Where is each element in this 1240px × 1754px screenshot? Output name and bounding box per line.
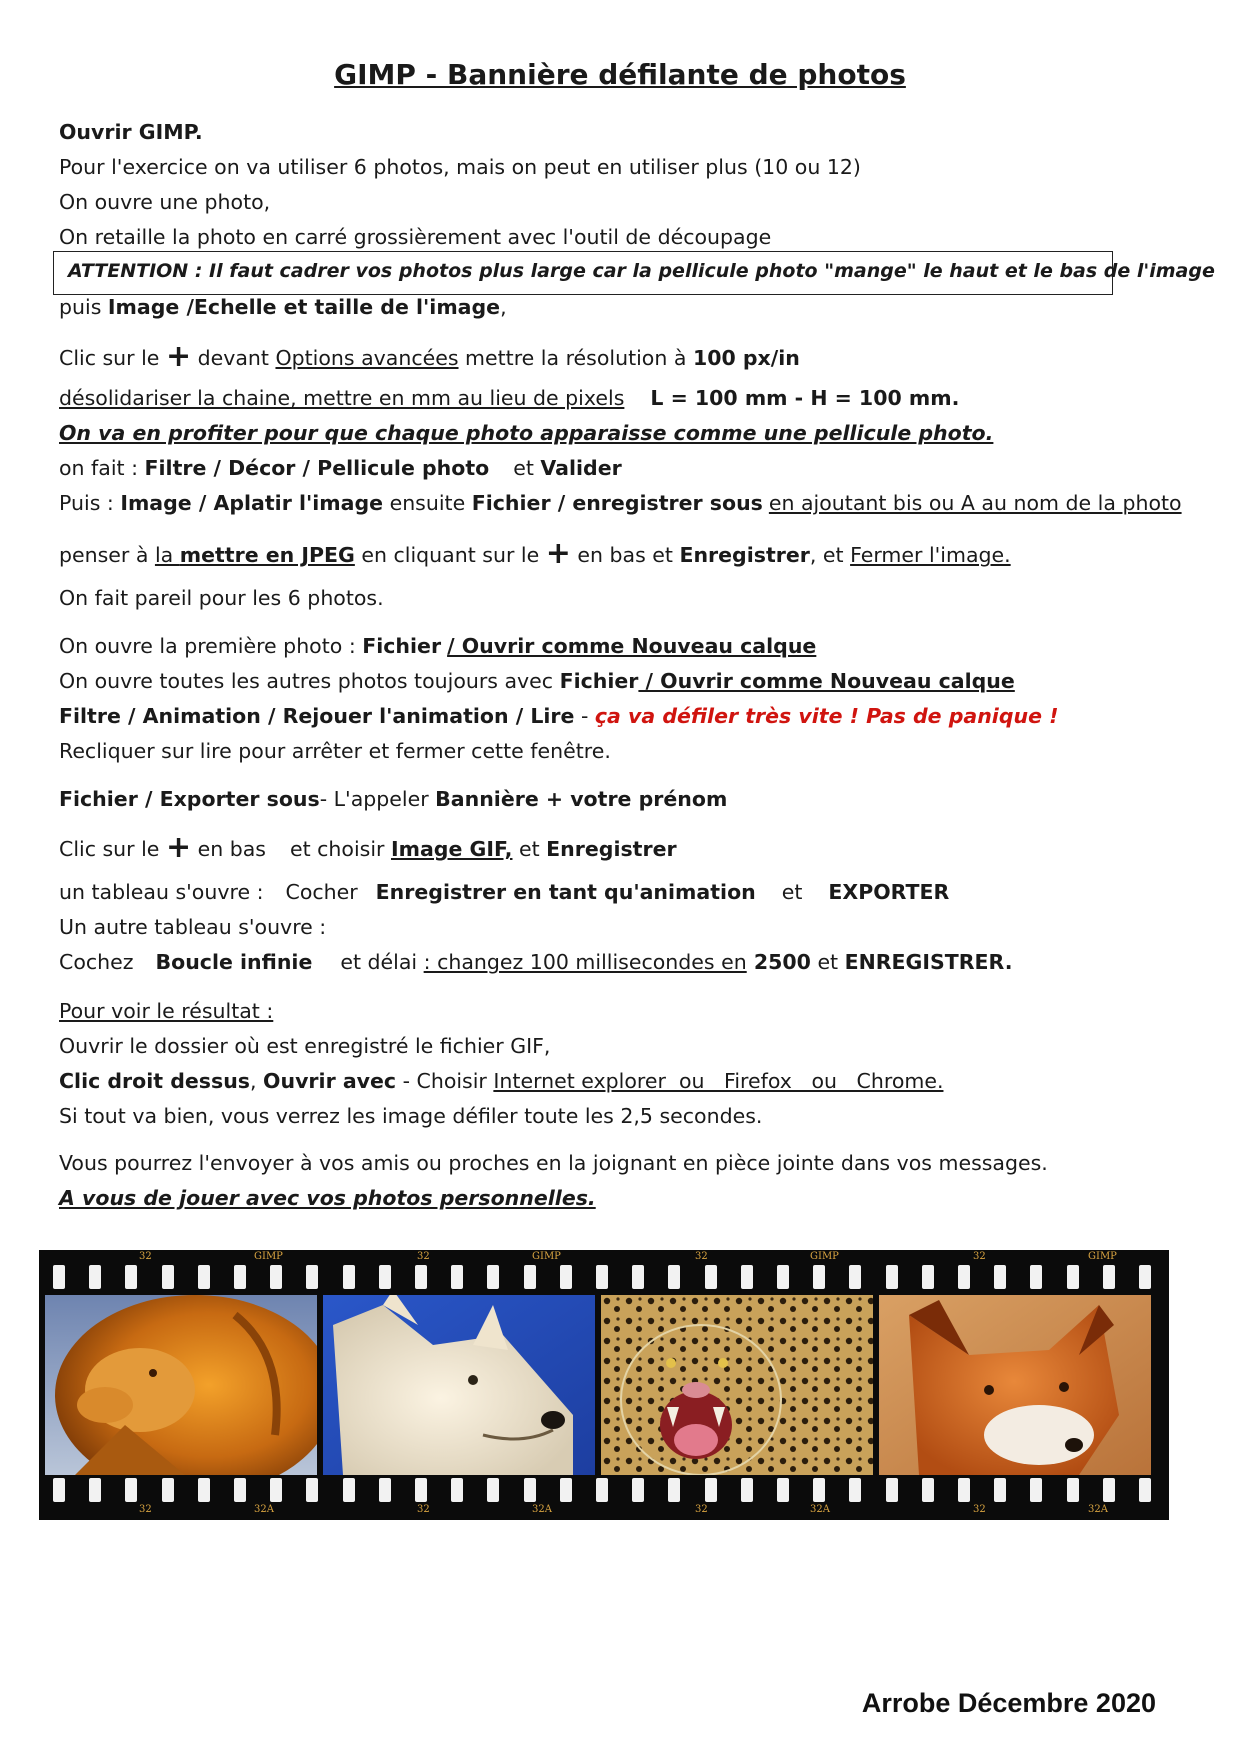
text: On ouvre la première photo : (59, 634, 363, 658)
line-open-photo: On ouvre une photo, (59, 190, 271, 214)
text: et choisir (289, 837, 391, 861)
line-exercise: Pour l'exercice on va utiliser 6 photos, mais on peut en utiliser plus (10 ou 12) (59, 155, 861, 179)
sprocket-hole (343, 1265, 355, 1289)
film-edge-marking: 32 (973, 1251, 986, 1262)
text-underline: désolidariser la chaine, mettre en mm au lieu de pixels (59, 386, 625, 410)
text: , (250, 1069, 264, 1093)
sprocket-hole (487, 1478, 499, 1502)
sprocket-hole (306, 1265, 318, 1289)
sprocket-hole (451, 1478, 463, 1502)
text-bold-underline: / Ouvrir comme Nouveau calque (638, 669, 1015, 693)
sprocket-hole (994, 1265, 1006, 1289)
text: un tableau s'ouvre : (59, 880, 264, 904)
sprocket-hole (994, 1478, 1006, 1502)
film-edge-marking: GIMP (810, 1251, 839, 1262)
sprocket-hole (234, 1265, 246, 1289)
text-underline: Fermer l'image. (850, 543, 1011, 567)
sprocket-hole (379, 1478, 391, 1502)
sprocket-hole (53, 1478, 65, 1502)
text: en cliquant sur le (354, 543, 546, 567)
text: Cochez (59, 950, 134, 974)
line-table-2: Un autre tableau s'ouvre : (59, 915, 327, 939)
text-bold: EXPORTER (828, 880, 950, 904)
text-bold: Fichier / enregistrer sous (471, 491, 763, 515)
line-scale (59, 293, 507, 321)
line-closing: A vous de jouer avec vos photos personnelles. (59, 1186, 596, 1210)
line-crop: On retaille la photo en carré grossièrement avec l'outil de découpage (59, 225, 772, 249)
text: en bas et (570, 543, 680, 567)
line-animation (59, 702, 1059, 730)
plus-icon: + (165, 339, 192, 374)
line-first-photo (59, 632, 816, 660)
sprocket-hole (668, 1265, 680, 1289)
text: Clic sur le (59, 346, 166, 370)
text: - L'appeler (319, 787, 436, 811)
line-right-click (59, 1067, 943, 1095)
sprocket-hole (306, 1478, 318, 1502)
text: et (781, 880, 803, 904)
film-edge-marking: 32 (695, 1251, 708, 1262)
film-edge-marking: 32 (139, 1251, 152, 1262)
sprocket-hole (125, 1265, 137, 1289)
sprocket-hole (1030, 1265, 1042, 1289)
text: et (512, 837, 547, 861)
film-edge-marking: 32A (810, 1504, 830, 1515)
text-bold: Boucle infinie (155, 950, 313, 974)
text-bold: Clic droit dessus (59, 1069, 250, 1093)
text-underline: Options avancées (275, 346, 459, 370)
text: - Choisir (396, 1069, 494, 1093)
sprocket-hole (777, 1478, 789, 1502)
text-bold-underline: Image GIF, (390, 837, 513, 861)
text-bold: Filtre / Animation / Rejouer l'animation / Lire (59, 704, 575, 728)
text: on fait : (59, 456, 145, 480)
film-strip-banner (39, 1250, 1169, 1520)
sprocket-hole (487, 1265, 499, 1289)
text-bold: 2500 (746, 950, 811, 974)
sprocket-hole (813, 1265, 825, 1289)
sprocket-hole (958, 1478, 970, 1502)
plus-icon: + (165, 830, 192, 865)
sprocket-hole (379, 1265, 391, 1289)
film-edge-marking: 32 (695, 1504, 708, 1515)
text-bold: Fichier / Exporter sous (59, 787, 320, 811)
sprocket-hole (524, 1265, 536, 1289)
sprocket-hole (270, 1265, 282, 1289)
text-bold: Bannière + votre prénom (435, 787, 728, 811)
sprocket-holes-top (39, 1265, 1169, 1291)
attention-box (53, 251, 1215, 295)
sprocket-hole (1030, 1478, 1042, 1502)
line-open-folder: Ouvrir le dossier où est enregistré le fichier GIF, (59, 1034, 551, 1058)
text-underline: Internet explorer ou Firefox ou Chrome. (493, 1069, 944, 1093)
attention-text: ATTENTION : Il faut cadrer vos photos plus large car la pellicule photo "mange" le haut et le bas de l'image (68, 260, 1215, 282)
line-stop: Recliquer sur lire pour arrêter et fermer cette fenêtre. (59, 739, 611, 763)
photo-white-wolf (323, 1295, 595, 1475)
film-edge-marking: 32A (254, 1504, 274, 1515)
sprocket-hole (198, 1265, 210, 1289)
sprocket-hole (162, 1265, 174, 1289)
sprocket-hole (1067, 1265, 1079, 1289)
text: Puis : (59, 491, 121, 515)
sprocket-hole (198, 1478, 210, 1502)
line-film-intro: On va en profiter pour que chaque photo apparaisse comme une pellicule photo. (59, 421, 994, 445)
film-edge-marking: 32A (532, 1504, 552, 1515)
sprocket-hole (886, 1265, 898, 1289)
sprocket-hole (958, 1265, 970, 1289)
photo-fox (879, 1295, 1151, 1475)
sprocket-hole (234, 1478, 246, 1502)
text: puis (59, 295, 108, 319)
line-filter-decor (59, 454, 622, 482)
text: devant (191, 346, 276, 370)
photo-lion (45, 1295, 317, 1475)
sprocket-hole (1067, 1478, 1079, 1502)
line-loop (59, 948, 1013, 976)
page-title: GIMP - Bannière défilante de photos (334, 58, 906, 91)
text-underline: la (154, 543, 180, 567)
text: Cocher (285, 880, 358, 904)
sprocket-hole (125, 1478, 137, 1502)
text-bold: Fichier (362, 634, 442, 658)
sprocket-hole (270, 1478, 282, 1502)
text: en bas (191, 837, 266, 861)
sprocket-hole (560, 1265, 572, 1289)
line-repeat: On fait pareil pour les 6 photos. (59, 586, 384, 610)
text: , et (809, 543, 851, 567)
text-bold: Fichier (559, 669, 639, 693)
line-result-heading: Pour voir le résultat : (59, 999, 274, 1023)
text-bold: ENREGISTRER. (844, 950, 1013, 974)
text: mettre la résolution à (458, 346, 693, 370)
text-bold-underline: / Ouvrir comme Nouveau calque (447, 634, 817, 658)
sprocket-hole (741, 1478, 753, 1502)
text: et (810, 950, 845, 974)
text: On ouvre toutes les autres photos toujours avec (59, 669, 560, 693)
text: et (513, 456, 541, 480)
text: , (500, 295, 507, 319)
text-bold: Enregistrer en tant qu'animation (375, 880, 756, 904)
sprocket-hole (1139, 1478, 1151, 1502)
footer-signature: Arrobe Décembre 2020 (861, 1688, 1156, 1718)
sprocket-hole (1139, 1265, 1151, 1289)
sprocket-hole (886, 1478, 898, 1502)
line-share: Vous pourrez l'envoyer à vos amis ou proches en la joignant en pièce jointe dans vos messages. (59, 1151, 1048, 1175)
sprocket-hole (1103, 1265, 1115, 1289)
sprocket-hole (415, 1478, 427, 1502)
text-bold: Valider (540, 456, 622, 480)
sprocket-hole (813, 1478, 825, 1502)
sprocket-hole (53, 1265, 65, 1289)
text-bold: L = 100 mm - H = 100 mm. (650, 386, 960, 410)
sprocket-hole (849, 1478, 861, 1502)
sprocket-hole (741, 1265, 753, 1289)
film-edge-marking: 32 (973, 1504, 986, 1515)
film-edge-marking: 32 (417, 1504, 430, 1515)
text-bold: Image /Echelle et taille de l'image (107, 295, 501, 319)
line-gif (59, 830, 677, 865)
sprocket-hole (632, 1265, 644, 1289)
sprocket-hole (415, 1265, 427, 1289)
text-bold: Ouvrir avec (263, 1069, 397, 1093)
line-jpeg (59, 536, 1011, 571)
text-bold: 100 px/in (692, 346, 800, 370)
text-bold: Enregistrer (546, 837, 677, 861)
sprocket-holes-bottom (39, 1478, 1169, 1504)
sprocket-hole (777, 1265, 789, 1289)
sprocket-hole (89, 1265, 101, 1289)
sprocket-hole (524, 1478, 536, 1502)
line-flatten (59, 489, 1182, 517)
film-edge-marking: GIMP (1088, 1251, 1117, 1262)
text: penser à (59, 543, 155, 567)
film-edge-marking: 32 (417, 1251, 430, 1262)
line-resolution (59, 339, 800, 374)
text-bold: Filtre / Décor / Pellicule photo (144, 456, 490, 480)
line-chain (59, 384, 959, 412)
text: ensuite (383, 491, 472, 515)
text: Clic sur le (59, 837, 166, 861)
sprocket-hole (922, 1478, 934, 1502)
line-open-gimp: Ouvrir GIMP. (59, 120, 203, 144)
sprocket-hole (668, 1478, 680, 1502)
sprocket-hole (1103, 1478, 1115, 1502)
plus-icon: + (545, 536, 571, 571)
sprocket-hole (596, 1265, 608, 1289)
sprocket-hole (596, 1478, 608, 1502)
sprocket-hole (560, 1478, 572, 1502)
sprocket-hole (922, 1265, 934, 1289)
sprocket-hole (849, 1265, 861, 1289)
warning-text: ça va défiler très vite ! Pas de panique ! (594, 704, 1059, 728)
line-other-photos (59, 667, 1015, 695)
text-bold: Image / Aplatir l'image (120, 491, 384, 515)
film-edge-marking: 32A (1088, 1504, 1108, 1515)
text: et délai (340, 950, 424, 974)
text-underline: en ajoutant bis ou A au nom de la photo (768, 491, 1182, 515)
text-bold: Enregistrer (679, 543, 810, 567)
sprocket-hole (705, 1265, 717, 1289)
photo-leopard (601, 1295, 873, 1475)
line-table-1 (59, 878, 949, 906)
sprocket-hole (343, 1478, 355, 1502)
sprocket-hole (705, 1478, 717, 1502)
text-bold-underline: mettre en JPEG (179, 543, 355, 567)
line-result: Si tout va bien, vous verrez les image défiler toute les 2,5 secondes. (59, 1104, 763, 1128)
film-edge-marking: GIMP (254, 1251, 283, 1262)
sprocket-hole (162, 1478, 174, 1502)
film-edge-marking: 32 (139, 1504, 152, 1515)
film-edge-marking: GIMP (532, 1251, 561, 1262)
text-underline: : changez 100 millisecondes en (423, 950, 747, 974)
text: - (574, 704, 595, 728)
line-export (59, 785, 727, 813)
sprocket-hole (89, 1478, 101, 1502)
sprocket-hole (632, 1478, 644, 1502)
sprocket-hole (451, 1265, 463, 1289)
